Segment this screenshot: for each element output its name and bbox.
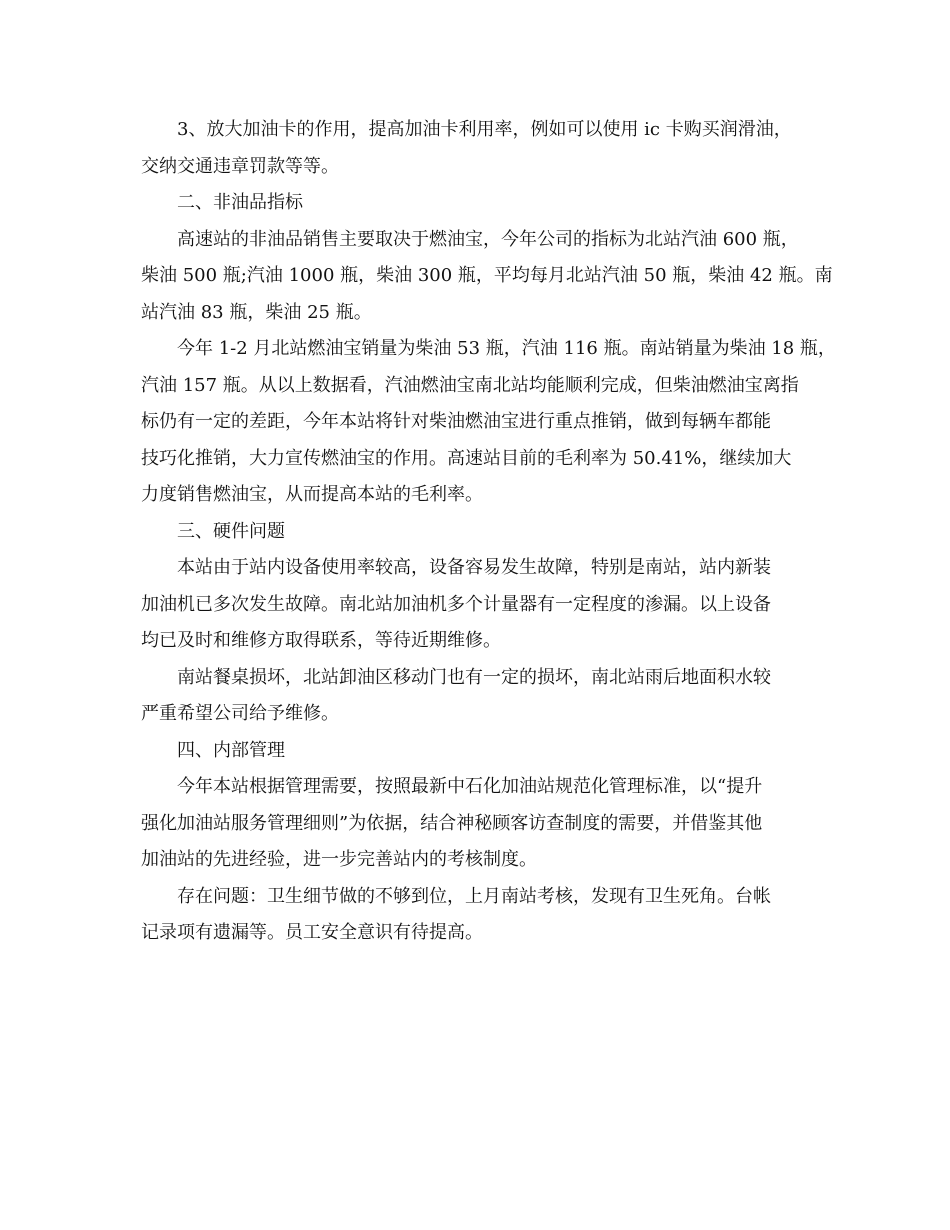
text-line: 柴油 500 瓶;汽油 1000 瓶，柴油 300 瓶，平均每月北站汽油 50 瓶，柴油 42 瓶。南 bbox=[141, 265, 833, 286]
text-line: 南站餐桌损坏，北站卸油区移动门也有一定的损坏，南北站雨后地面积水较 bbox=[177, 666, 771, 688]
text-line: 记录项有遗漏等。员工安全意识有待提高。 bbox=[141, 922, 483, 943]
text-line: 严重希望公司给予维修。 bbox=[141, 703, 339, 724]
section-heading-internal-management bbox=[141, 733, 816, 770]
text-line: 加油站的先进经验，进一步完善站内的考核制度。 bbox=[141, 849, 537, 870]
text-line: 技巧化推销，大力宣传燃油宝的作用。高速站目前的毛利率为 50.41%，继续加大 bbox=[141, 447, 792, 469]
text-line: 力度销售燃油宝，从而提高本站的毛利率。 bbox=[141, 484, 483, 505]
text-line: 3、放大加油卡的作用，提高加油卡利用率，例如可以使用 ic 卡购买润滑油， bbox=[177, 119, 792, 140]
text-line: 标仍有一定的差距，今年本站将针对柴油燃油宝进行重点推销，做到每辆车都能 bbox=[141, 411, 771, 432]
text-line: 交纳交通违章罚款等等。 bbox=[141, 155, 339, 177]
paragraph-existing-problems bbox=[141, 879, 816, 952]
paragraph-non-oil-targets bbox=[141, 222, 833, 332]
heading-text: 三、硬件问题 bbox=[177, 520, 285, 542]
text-line: 加油机已多次发生故障。南北站加油机多个计量器有一定程度的渗漏。以上设备 bbox=[141, 593, 771, 615]
heading-text: 四、内部管理 bbox=[177, 739, 285, 761]
paragraph-facility-damage bbox=[141, 660, 816, 733]
paragraph-sales-volume bbox=[141, 331, 836, 514]
text-line: 本站由于站内设备使用率较高，设备容易发生故障，特别是南站，站内新装 bbox=[177, 557, 771, 578]
text-line: 站汽油 83 瓶，柴油 25 瓶。 bbox=[141, 301, 372, 323]
text-line: 今年 1-2 月北站燃油宝销量为柴油 53 瓶，汽油 116 瓶。南站销量为柴油 18 瓶， bbox=[177, 338, 836, 359]
text-line: 汽油 157 瓶。从以上数据看，汽油燃油宝南北站均能顺利完成，但柴油燃油宝离指 bbox=[141, 374, 799, 396]
text-line: 高速站的非油品销售主要取决于燃油宝，今年公司的指标为北站汽油 600 瓶， bbox=[177, 228, 799, 250]
heading-text: 二、非油品指标 bbox=[177, 192, 303, 213]
paragraph-management-standards bbox=[141, 769, 816, 879]
section-heading-hardware-issues bbox=[141, 514, 816, 551]
document-body bbox=[141, 112, 836, 952]
section-heading-non-oil-indicators bbox=[141, 185, 816, 222]
text-line: 均已及时和维修方取得联系，等待近期维修。 bbox=[141, 630, 501, 651]
paragraph-equipment-faults bbox=[141, 550, 816, 660]
text-line: 存在问题：卫生细节做的不够到位，上月南站考核，发现有卫生死角。台帐 bbox=[177, 885, 771, 907]
paragraph-card-usage bbox=[141, 112, 816, 185]
text-line: 强化加油站服务管理细则”为依据，结合神秘顾客访查制度的需要，并借鉴其他 bbox=[141, 812, 763, 834]
text-line: 今年本站根据管理需要，按照最新中石化加油站规范化管理标准，以“提升 bbox=[177, 776, 763, 797]
